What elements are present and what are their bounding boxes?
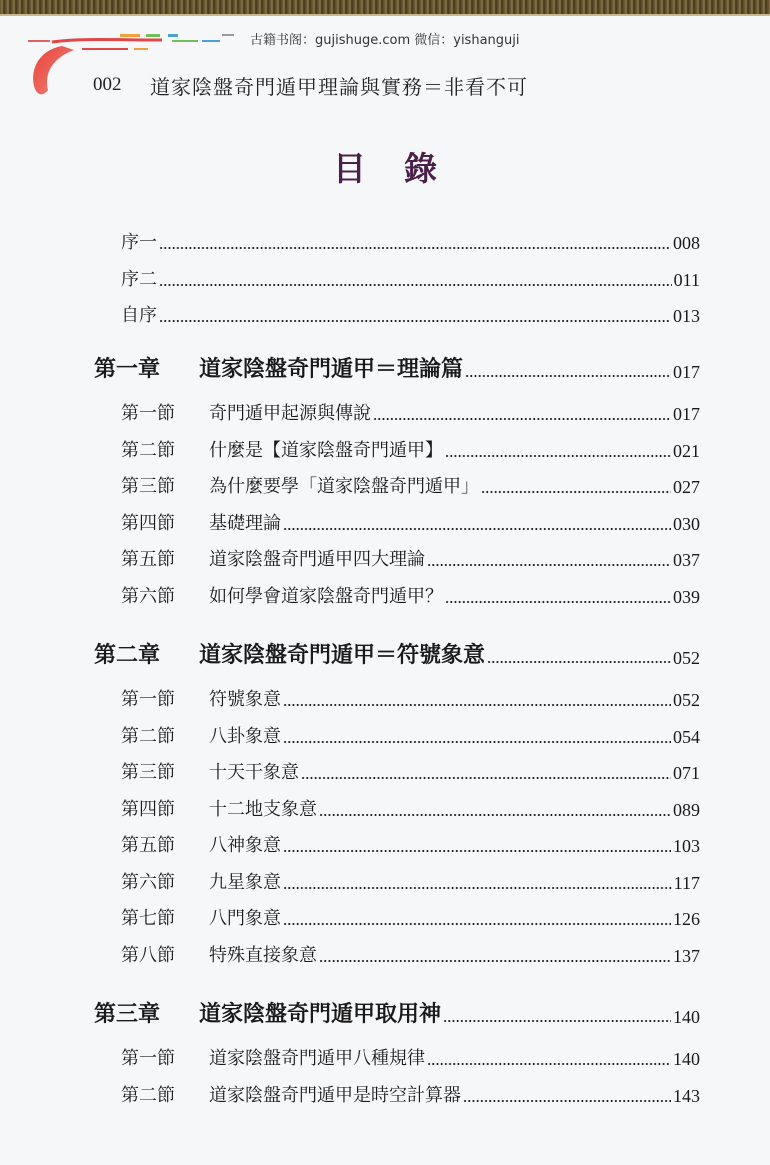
front-matter-entry-page: 008: [673, 233, 700, 253]
section-entry: [121, 941, 700, 967]
section-entry-label: [121, 436, 443, 462]
section-entry: [121, 758, 700, 784]
front-matter-entry-page: 011: [673, 269, 700, 290]
section-entry-leader-dots: [445, 601, 671, 603]
section-entry-page: 071: [673, 763, 700, 783]
section-entry-page: 137: [673, 945, 700, 966]
section-entry-label: [121, 941, 317, 967]
running-title: 道家陰盤奇門遁甲理論與實務＝非看不可: [150, 75, 528, 99]
chapter-entry-title: 道家陰盤奇門遁甲＝理論篇: [199, 356, 464, 382]
section-entry-number: 第四節: [121, 512, 175, 534]
front-matter-entry-leader-dots: [159, 284, 672, 286]
chapter-entry-title: 道家陰盤奇門遁甲＝符號象意: [199, 642, 486, 668]
section-entry-title: 如何學會道家陰盤奇門遁甲？: [209, 585, 443, 607]
section-entry-leader-dots: [301, 777, 671, 779]
section-entry-number: 第一節: [121, 403, 175, 424]
section-entry-page: 027: [673, 477, 700, 497]
section-entry-label: [121, 1044, 425, 1070]
section-entry-page: 054: [673, 726, 700, 747]
section-entry-label: [121, 758, 299, 784]
section-entry-leader-dots: [283, 741, 671, 743]
section-entry: [121, 868, 700, 894]
chapter-entry-page: 052: [673, 648, 700, 668]
section-entry-leader-dots: [319, 960, 671, 962]
section-entry-title: 為什麼要學「道家陰盤奇門遁甲」: [209, 476, 479, 497]
front-matter-entry-leader-dots: [159, 320, 671, 322]
section-entry-title: 道家陰盤奇門遁甲八種規律: [209, 1048, 425, 1069]
section-entry: [121, 472, 700, 498]
section-entry-page: 021: [673, 440, 700, 461]
chapter-entry-page: 140: [673, 1007, 700, 1027]
front-matter-entry: [121, 265, 700, 291]
chapter-entry-leader-dots: [465, 375, 671, 377]
section-entry-number: 第二節: [121, 439, 175, 461]
section-entry: [121, 831, 700, 857]
section-entry-title: 八門象意: [209, 908, 281, 929]
front-matter-entry: [121, 228, 700, 254]
chapter-entry-label: [94, 997, 441, 1028]
section-entry-label: [121, 582, 443, 608]
section-entry-leader-dots: [283, 704, 671, 706]
section-entry-number: 第七節: [121, 908, 175, 929]
section-entry-leader-dots: [445, 455, 671, 457]
section-entry-page: 140: [673, 1049, 700, 1069]
section-entry: [121, 509, 700, 535]
chapter-entry-title: 道家陰盤奇門遁甲取用神: [199, 1001, 442, 1027]
front-matter-entry-label: 序二: [121, 268, 157, 290]
section-entry-page: 103: [673, 836, 700, 856]
section-entry-label: [121, 1081, 461, 1107]
section-entry: [121, 1081, 700, 1107]
section-entry-label: [121, 399, 371, 425]
section-entry-title: 八神象意: [209, 835, 281, 856]
chapter-entry-number: 第二章: [94, 642, 161, 668]
section-entry-page: 030: [673, 513, 700, 534]
chapter-entry-leader-dots: [487, 661, 671, 663]
section-entry-page: 143: [673, 1085, 700, 1106]
section-entry-number: 第四節: [121, 798, 175, 820]
section-entry: [121, 685, 700, 711]
watermark-text: 古籍书阁：gujishuge.com 微信：yishanguji: [250, 33, 520, 48]
section-entry-label: [121, 904, 281, 930]
section-entry-leader-dots: [373, 418, 671, 420]
section-entry-label: [121, 868, 281, 894]
section-entry: [121, 904, 700, 930]
section-entry-title: 九星象意: [209, 871, 281, 893]
section-entry-number: 第二節: [121, 725, 175, 747]
section-entry-label: [121, 685, 281, 711]
chapter-entry-number: 第三章: [94, 1001, 161, 1027]
section-entry-label: [121, 472, 479, 498]
section-entry-leader-dots: [283, 923, 671, 925]
section-entry: [121, 722, 700, 748]
page-number: 002: [93, 74, 122, 95]
section-entry-number: 第六節: [121, 871, 175, 893]
section-entry-title: 道家陰盤奇門遁甲四大理論: [209, 549, 425, 570]
section-entry-page: 117: [673, 872, 700, 893]
section-entry-title: 基礎理論: [209, 512, 281, 534]
section-entry-page: 017: [673, 404, 700, 424]
section-entry-number: 第一節: [121, 689, 175, 710]
top-border: [0, 0, 770, 16]
section-entry-title: 十二地支象意: [209, 798, 317, 820]
chapter-entry-page: 017: [673, 362, 700, 382]
section-entry: [121, 795, 700, 821]
section-entry-number: 第五節: [121, 549, 175, 570]
section-entry-number: 第二節: [121, 1084, 175, 1106]
section-entry: [121, 545, 700, 571]
section-entry-number: 第八節: [121, 944, 175, 966]
section-entry-number: 第五節: [121, 835, 175, 856]
chapter-entry: [94, 352, 700, 383]
section-entry-leader-dots: [283, 887, 672, 889]
section-entry-page: 126: [673, 909, 700, 929]
section-entry-leader-dots: [427, 1063, 671, 1065]
section-entry-label: [121, 831, 281, 857]
section-entry-leader-dots: [481, 491, 671, 493]
toc-title-text: 目錄: [333, 149, 475, 188]
section-entry-title: 八卦象意: [209, 725, 281, 747]
section-entry: [121, 436, 700, 462]
section-entry: [121, 582, 700, 608]
section-entry-title: 符號象意: [209, 689, 281, 710]
section-entry-page: 052: [673, 690, 700, 710]
section-entry-label: [121, 722, 281, 748]
section-entry-leader-dots: [283, 528, 671, 530]
section-entry-title: 奇門遁甲起源與傳說: [209, 403, 371, 424]
section-entry-number: 第六節: [121, 585, 175, 607]
section-entry-page: 037: [673, 550, 700, 570]
section-entry-label: [121, 795, 317, 821]
chapter-entry: [94, 638, 700, 669]
section-entry-number: 第三節: [121, 476, 175, 497]
front-matter-entry-leader-dots: [159, 247, 671, 249]
section-entry-page: 089: [673, 799, 700, 820]
section-entry-label: [121, 509, 281, 535]
chapter-entry: [94, 997, 700, 1028]
section-entry-leader-dots: [319, 814, 671, 816]
section-entry-page: 039: [673, 586, 700, 607]
front-matter-entry-label: 自序: [121, 305, 157, 326]
section-entry-title: 十天干象意: [209, 762, 299, 783]
section-entry: [121, 1044, 700, 1070]
section-entry-leader-dots: [427, 564, 671, 566]
toc-title: [0, 143, 770, 190]
section-entry-title: 特殊直接象意: [209, 944, 317, 966]
section-entry: [121, 399, 700, 425]
section-entry-leader-dots: [463, 1100, 671, 1102]
section-entry-number: 第三節: [121, 762, 175, 783]
front-matter-entry-label: 序一: [121, 232, 157, 253]
section-entry-number: 第一節: [121, 1048, 175, 1069]
section-entry-leader-dots: [283, 850, 671, 852]
chapter-entry-label: [94, 352, 463, 383]
section-entry-label: [121, 545, 425, 571]
front-matter-entry-page: 013: [673, 306, 700, 326]
chapter-entry-leader-dots: [443, 1020, 671, 1022]
front-matter-entry: [121, 301, 700, 327]
chapter-entry-number: 第一章: [94, 356, 161, 382]
chapter-entry-label: [94, 638, 485, 669]
section-entry-title: 道家陰盤奇門遁甲是時空計算器: [209, 1084, 461, 1106]
section-entry-title: 什麼是【道家陰盤奇門遁甲】: [209, 439, 443, 461]
